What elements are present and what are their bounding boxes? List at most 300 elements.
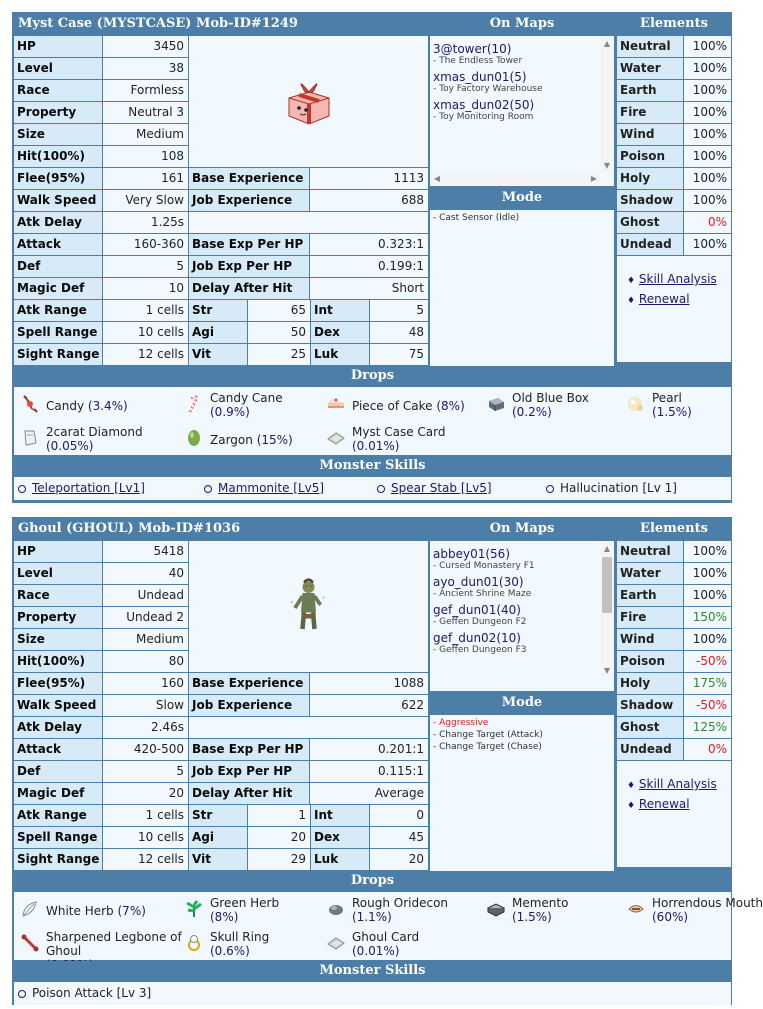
paren-open: ( xyxy=(509,98,515,112)
map-description: - Toy Monitoring Room xyxy=(433,112,534,122)
stat-label-atk-range: Atk Range xyxy=(14,805,102,826)
stat-value-race: Formless xyxy=(103,80,188,101)
stat-label-hp: HP xyxy=(14,541,102,562)
skill-mammonite-lv5[interactable] xyxy=(204,477,324,499)
map-link-xmas-dun02[interactable] xyxy=(433,98,598,112)
drop-item-zargon[interactable] xyxy=(184,425,324,455)
map-spawn-count: 10 xyxy=(501,631,517,645)
attr-label-vit: Vit xyxy=(189,849,247,870)
mode-item: - Change Target (Attack) xyxy=(433,730,543,740)
stat-label-base-exp-per-hp: Base Exp Per HP xyxy=(189,234,309,255)
stat-label-atk-range: Atk Range xyxy=(14,300,102,321)
drop-text xyxy=(512,896,568,924)
element-value-fire: 150% xyxy=(684,607,731,628)
skill-name[interactable]: Spear Stab [Lv5] xyxy=(391,481,492,495)
stat-label-magic-def: Magic Def xyxy=(14,278,102,299)
analysis-links-panel xyxy=(617,761,731,867)
paren-close: ) xyxy=(516,631,521,645)
stat-label-base-experience: Base Experience xyxy=(189,673,309,694)
white-herb-icon xyxy=(20,899,40,919)
drop-name[interactable]: White Herb xyxy=(46,904,114,918)
stat-label-spell-range: Spell Range xyxy=(14,322,102,343)
paren-close: ) xyxy=(506,42,512,56)
element-value-fire: 100% xyxy=(684,102,731,123)
skill-poison-attack-lv-3 xyxy=(18,982,151,1004)
scroll-left-arrow-icon[interactable]: ◀ xyxy=(433,174,441,183)
map-name[interactable]: 3@tower xyxy=(433,42,487,56)
drop-name[interactable]: 2carat Diamond xyxy=(46,425,143,439)
diamond-icon xyxy=(20,428,40,448)
skill-analysis-row[interactable] xyxy=(627,775,717,795)
blank-cell xyxy=(189,717,428,738)
stat-value-flee-95: 161 xyxy=(103,168,188,189)
attr-label-str: Str xyxy=(189,300,247,321)
diamond-bullet-icon: ♦ xyxy=(627,296,636,306)
stat-value-delay-after-hit: Short xyxy=(310,278,428,299)
circle-bullet-icon xyxy=(18,485,26,493)
element-label-fire: Fire xyxy=(617,102,683,123)
skull-ring-icon xyxy=(184,933,204,953)
map-description: - Cursed Monastery F1 xyxy=(433,561,535,571)
drop-item-candy[interactable] xyxy=(20,391,160,421)
stat-value-job-experience: 688 xyxy=(310,190,428,211)
drop-item-rough-oridecon[interactable] xyxy=(326,896,466,926)
map-entries xyxy=(433,39,598,123)
drops-panel xyxy=(14,892,763,960)
attr-label-int: Int xyxy=(311,300,369,321)
mouth-icon xyxy=(626,899,646,919)
stat-label-size: Size xyxy=(14,124,102,145)
attr-value-agi: 20 xyxy=(248,827,310,848)
map-name[interactable]: abbey01 xyxy=(433,547,486,561)
element-label-wind: Wind xyxy=(617,629,683,650)
attr-value-dex: 45 xyxy=(370,827,428,848)
monster-skills-header: Monster Skills xyxy=(14,961,731,981)
drop-name[interactable]: Horrendous Mouth xyxy=(652,896,763,910)
stat-label-level: Level xyxy=(14,563,102,584)
skill-spear-stab-lv5[interactable] xyxy=(377,477,492,499)
skill-analysis-link[interactable]: Skill Analysis xyxy=(638,777,717,791)
map-name[interactable]: gef_dun02 xyxy=(433,631,497,645)
stat-label-delay-after-hit: Delay After Hit xyxy=(189,783,309,804)
map-name[interactable]: ayo_dun01 xyxy=(433,575,499,589)
drop-name[interactable]: Myst Case Card xyxy=(352,425,446,439)
stat-label-level: Level xyxy=(14,58,102,79)
analysis-links xyxy=(627,270,717,310)
mode-aggressive: - Aggressive xyxy=(433,718,489,728)
scroll-down-arrow-icon[interactable]: ▼ xyxy=(603,666,611,675)
stat-value-job-exp-per-hp: 0.199:1 xyxy=(310,256,428,277)
drop-text xyxy=(652,896,763,924)
drop-item-skull-ring[interactable] xyxy=(184,930,324,960)
drop-chance: (1.5%) xyxy=(512,910,552,924)
attr-label-str: Str xyxy=(189,805,247,826)
attr-value-vit: 29 xyxy=(248,849,310,870)
drop-chance: (1.1%) xyxy=(352,910,392,924)
attr-value-vit: 25 xyxy=(248,344,310,365)
drop-chance: (8%) xyxy=(436,399,465,413)
blank-cell xyxy=(189,212,428,233)
stat-value-def: 5 xyxy=(103,761,188,782)
skill-analysis-row[interactable] xyxy=(627,270,717,290)
element-label-fire: Fire xyxy=(617,607,683,628)
stat-label-job-experience: Job Experience xyxy=(189,695,309,716)
stat-value-attack: 420-500 xyxy=(103,739,188,760)
stat-value-atk-range: 1 cells xyxy=(103,300,188,321)
stat-label-atk-delay: Atk Delay xyxy=(14,717,102,738)
map-description: - Geffen Dungeon F3 xyxy=(433,645,527,655)
drop-name[interactable]: Candy xyxy=(46,399,85,413)
mode-header: Mode xyxy=(430,693,614,713)
scroll-up-arrow-icon[interactable]: ▲ xyxy=(603,39,611,48)
drop-name[interactable]: Candy Cane xyxy=(210,391,283,405)
stat-value-base-experience: 1113 xyxy=(310,168,428,189)
stat-label-size: Size xyxy=(14,629,102,650)
map-description: - Geffen Dungeon F2 xyxy=(433,617,527,627)
map-name[interactable]: gef_dun01 xyxy=(433,603,497,617)
map-spawn-count: 5 xyxy=(514,70,522,84)
drop-chance: (0.01%) xyxy=(352,439,400,453)
card-icon xyxy=(326,933,346,953)
drop-chance: (0.01%) xyxy=(352,944,400,958)
mode-panel xyxy=(430,210,614,366)
map-link-gef-dun02[interactable] xyxy=(433,631,598,645)
memento-icon xyxy=(486,899,506,919)
stat-label-base-exp-per-hp: Base Exp Per HP xyxy=(189,739,309,760)
stat-label-sight-range: Sight Range xyxy=(14,344,102,365)
ghoul-zombie-sprite-icon xyxy=(286,565,331,648)
map-name[interactable]: xmas_dun01 xyxy=(433,70,510,84)
attr-label-luk: Luk xyxy=(311,849,369,870)
on-maps-header: On Maps xyxy=(430,13,614,35)
element-value-neutral: 100% xyxy=(684,36,731,57)
stat-value-atk-range: 1 cells xyxy=(103,805,188,826)
candy-cane-icon xyxy=(184,394,204,414)
element-value-earth: 100% xyxy=(684,80,731,101)
drops-header: Drops xyxy=(14,871,731,891)
element-label-water: Water xyxy=(617,58,683,79)
attr-label-agi: Agi xyxy=(189,827,247,848)
maps-vertical-scrollbar[interactable] xyxy=(601,543,613,677)
stat-value-job-exp-per-hp: 0.115:1 xyxy=(310,761,428,782)
element-label-wind: Wind xyxy=(617,124,683,145)
drop-item-green-herb[interactable] xyxy=(184,896,324,926)
attr-label-vit: Vit xyxy=(189,344,247,365)
skill-teleportation-lv1[interactable] xyxy=(18,477,145,499)
attr-value-agi: 50 xyxy=(248,322,310,343)
map-link-3-tower[interactable] xyxy=(433,42,598,56)
map-entries xyxy=(433,544,598,656)
drop-chance: (1.5%) xyxy=(652,405,692,419)
drop-text xyxy=(210,433,293,447)
attr-value-dex: 48 xyxy=(370,322,428,343)
drop-item-myst-case-card[interactable] xyxy=(326,425,466,455)
drop-item-horrendous-mouth[interactable] xyxy=(626,896,763,926)
stat-value-magic-def: 20 xyxy=(103,783,188,804)
stat-label-race: Race xyxy=(14,585,102,606)
analysis-links xyxy=(627,775,717,815)
element-value-shadow: 100% xyxy=(684,190,731,211)
stat-label-delay-after-hit: Delay After Hit xyxy=(189,278,309,299)
stat-label-attack: Attack xyxy=(14,234,102,255)
stat-label-sight-range: Sight Range xyxy=(14,849,102,870)
drop-name[interactable]: Skull Ring xyxy=(210,930,270,944)
paren-close: ) xyxy=(529,98,535,112)
mode-panel xyxy=(430,715,614,871)
drop-chance: (8%) xyxy=(210,910,239,924)
monster-skills-panel xyxy=(14,982,731,1005)
element-value-neutral: 100% xyxy=(684,541,731,562)
drop-text xyxy=(512,391,589,419)
legbone-icon xyxy=(20,933,40,953)
drop-text xyxy=(352,930,419,958)
mob-title: Ghoul (GHOUL) Mob-ID#1036 xyxy=(18,518,428,540)
attr-label-int: Int xyxy=(311,805,369,826)
stat-value-hit-100: 108 xyxy=(103,146,188,167)
monster-skills-header: Monster Skills xyxy=(14,456,731,476)
drop-chance: (0.9%) xyxy=(210,405,250,419)
circle-bullet-icon xyxy=(377,485,385,493)
element-label-poison: Poison xyxy=(617,146,683,167)
skill-hallucination-lv-1 xyxy=(546,477,677,499)
drop-text xyxy=(210,896,279,924)
drop-item-sharpened-legbone-of-ghoul[interactable] xyxy=(20,930,190,960)
paren-close: ) xyxy=(518,575,524,589)
stat-value-level: 40 xyxy=(103,563,188,584)
element-value-ghost: 125% xyxy=(684,717,731,738)
stat-value-atk-delay: 2.46s xyxy=(103,717,188,738)
stat-value-attack: 160-360 xyxy=(103,234,188,255)
drop-item-piece-of-cake[interactable] xyxy=(326,391,466,421)
map-link-ayo-dun01[interactable] xyxy=(433,575,598,589)
paren-open: ( xyxy=(498,575,504,589)
element-label-undead: Undead xyxy=(617,234,683,255)
stat-label-base-experience: Base Experience xyxy=(189,168,309,189)
drop-item-white-herb[interactable] xyxy=(20,896,160,926)
attr-label-luk: Luk xyxy=(311,344,369,365)
element-label-water: Water xyxy=(617,563,683,584)
drop-name[interactable]: Pearl xyxy=(652,391,682,405)
map-spawn-count: 10 xyxy=(491,42,507,56)
drop-text xyxy=(352,399,465,413)
stat-label-job-exp-per-hp: Job Exp Per HP xyxy=(189,761,309,782)
map-name[interactable]: xmas_dun02 xyxy=(433,98,510,112)
stat-label-flee-95: Flee(95%) xyxy=(14,168,102,189)
skill-name[interactable]: Teleportation [Lv1] xyxy=(32,481,145,495)
drop-chance: (0.2%) xyxy=(512,405,552,419)
mob-title: Myst Case (MYSTCASE) Mob-ID#1249 xyxy=(18,13,428,35)
stat-value-base-exp-per-hp: 0.201:1 xyxy=(310,739,428,760)
renewal-row[interactable] xyxy=(627,290,717,310)
map-link-xmas-dun01[interactable] xyxy=(433,70,598,84)
stat-value-def: 5 xyxy=(103,256,188,277)
drop-name[interactable]: Sharpened Legbone of Ghoul xyxy=(46,930,182,958)
drop-chance: (0.05%) xyxy=(46,439,94,453)
stat-label-magic-def: Magic Def xyxy=(14,783,102,804)
element-label-poison: Poison xyxy=(617,651,683,672)
drop-item-old-blue-box[interactable] xyxy=(486,391,626,421)
circle-bullet-icon xyxy=(204,485,212,493)
element-label-shadow: Shadow xyxy=(617,695,683,716)
paren-close: ) xyxy=(516,603,521,617)
element-label-earth: Earth xyxy=(617,585,683,606)
map-link-gef-dun01[interactable] xyxy=(433,603,598,617)
analysis-links-panel xyxy=(617,256,731,362)
map-spawn-count: 40 xyxy=(501,603,517,617)
attr-label-dex: Dex xyxy=(311,322,369,343)
scroll-right-arrow-icon[interactable]: ▶ xyxy=(590,174,598,183)
drop-name[interactable]: Zargon xyxy=(210,433,253,447)
drops-panel xyxy=(14,387,731,455)
drop-item-memento[interactable] xyxy=(486,896,626,926)
oridecon-icon xyxy=(326,899,346,919)
drop-item-ghoul-card[interactable] xyxy=(326,930,466,960)
card-icon xyxy=(326,428,346,448)
element-value-undead: 0% xyxy=(684,739,731,760)
drops-header: Drops xyxy=(14,366,731,386)
scroll-down-arrow-icon[interactable]: ▼ xyxy=(603,161,611,170)
element-label-neutral: Neutral xyxy=(617,36,683,57)
mode-item: - Change Target (Chase) xyxy=(433,742,542,752)
skill-analysis-link[interactable]: Skill Analysis xyxy=(638,272,717,286)
drop-name[interactable]: Piece of Cake xyxy=(352,399,433,413)
element-value-poison: 100% xyxy=(684,146,731,167)
element-value-water: 100% xyxy=(684,58,731,79)
element-value-shadow: -50% xyxy=(684,695,731,716)
map-link-abbey01[interactable] xyxy=(433,547,598,561)
stat-label-atk-delay: Atk Delay xyxy=(14,212,102,233)
on-maps-list xyxy=(430,36,614,186)
element-label-shadow: Shadow xyxy=(617,190,683,211)
drop-chance: (60%) xyxy=(652,910,689,924)
element-label-ghost: Ghost xyxy=(617,212,683,233)
stat-value-spell-range: 10 cells xyxy=(103,322,188,343)
stat-label-hit-100: Hit(100%) xyxy=(14,651,102,672)
maps-horizontal-scrollbar[interactable] xyxy=(431,173,600,185)
scroll-thumb[interactable] xyxy=(602,557,612,613)
drop-name[interactable]: Old Blue Box xyxy=(512,391,589,405)
elements-header: Elements xyxy=(617,518,731,540)
stat-label-attack: Attack xyxy=(14,739,102,760)
paren-open: ( xyxy=(486,42,492,56)
element-label-earth: Earth xyxy=(617,80,683,101)
drop-text xyxy=(352,425,445,453)
element-value-undead: 100% xyxy=(684,234,731,255)
element-label-holy: Holy xyxy=(617,673,683,694)
drop-chance: (7%) xyxy=(117,904,146,918)
drop-item-pearl[interactable] xyxy=(626,391,726,421)
renewal-link[interactable]: Renewal xyxy=(638,292,690,306)
zargon-icon xyxy=(184,428,204,448)
drop-text xyxy=(46,399,128,413)
paren-open: ( xyxy=(485,547,491,561)
map-description: - Toy Factory Warehouse xyxy=(433,84,543,94)
monster-image xyxy=(189,541,428,672)
attr-value-int: 5 xyxy=(370,300,428,321)
monster-image xyxy=(189,36,428,167)
elements-header: Elements xyxy=(617,13,731,35)
drop-name[interactable]: Memento xyxy=(512,896,569,910)
paren-close: ) xyxy=(521,70,527,84)
on-maps-list xyxy=(430,541,614,691)
mode-header: Mode xyxy=(430,188,614,208)
drop-name[interactable]: Green Herb xyxy=(210,896,280,910)
stat-label-property: Property xyxy=(14,102,102,123)
drop-item-2carat-diamond[interactable] xyxy=(20,425,190,455)
stat-value-size: Medium xyxy=(103,629,188,650)
stat-value-walk-speed: Slow xyxy=(103,695,188,716)
element-value-earth: 100% xyxy=(684,585,731,606)
element-value-holy: 100% xyxy=(684,168,731,189)
stat-label-def: Def xyxy=(14,761,102,782)
renewal-link[interactable]: Renewal xyxy=(638,797,690,811)
stat-value-spell-range: 10 cells xyxy=(103,827,188,848)
stat-value-base-exp-per-hp: 0.323:1 xyxy=(310,234,428,255)
attr-value-luk: 20 xyxy=(370,849,428,870)
stat-value-walk-speed: Very Slow xyxy=(103,190,188,211)
element-label-ghost: Ghost xyxy=(617,717,683,738)
stat-value-sight-range: 12 cells xyxy=(103,344,188,365)
attr-value-str: 1 xyxy=(248,805,310,826)
stat-label-walk-speed: Walk Speed xyxy=(14,695,102,716)
stat-value-size: Medium xyxy=(103,124,188,145)
drop-name[interactable]: Ghoul Card xyxy=(352,930,420,944)
drop-chance: (0.6%) xyxy=(210,944,250,958)
maps-vertical-scrollbar[interactable] xyxy=(601,38,613,172)
drop-text xyxy=(46,904,146,918)
stat-label-walk-speed: Walk Speed xyxy=(14,190,102,211)
mode-item: - Cast Sensor (Idle) xyxy=(433,213,520,223)
drop-item-candy-cane[interactable] xyxy=(184,391,324,421)
stat-value-sight-range: 12 cells xyxy=(103,849,188,870)
drop-text xyxy=(352,896,448,924)
element-value-wind: 100% xyxy=(684,124,731,145)
attr-value-int: 0 xyxy=(370,805,428,826)
element-label-neutral: Neutral xyxy=(617,541,683,562)
map-spawn-count: 50 xyxy=(514,98,530,112)
circle-bullet-icon xyxy=(18,990,26,998)
stat-value-hit-100: 80 xyxy=(103,651,188,672)
element-label-undead: Undead xyxy=(617,739,683,760)
stat-label-job-experience: Job Experience xyxy=(189,190,309,211)
drop-name[interactable]: Rough Oridecon xyxy=(352,896,449,910)
paren-open: ( xyxy=(496,631,502,645)
stat-label-spell-range: Spell Range xyxy=(14,827,102,848)
circle-bullet-icon xyxy=(546,485,554,493)
stat-value-base-experience: 1088 xyxy=(310,673,428,694)
element-value-holy: 175% xyxy=(684,673,731,694)
drop-text xyxy=(210,930,269,958)
monster-card-ghoul xyxy=(12,517,763,1005)
map-description: - Ancient Shrine Maze xyxy=(433,589,532,599)
scroll-up-arrow-icon[interactable]: ▲ xyxy=(603,544,611,553)
monster-card-myst-case xyxy=(12,12,732,503)
skill-name[interactable]: Mammonite [Lv5] xyxy=(218,481,325,495)
element-value-wind: 100% xyxy=(684,629,731,650)
stat-value-race: Undead xyxy=(103,585,188,606)
blue-box-icon xyxy=(486,394,506,414)
renewal-row[interactable] xyxy=(627,795,717,815)
monster-skills-panel xyxy=(14,477,731,500)
stat-value-flee-95: 160 xyxy=(103,673,188,694)
drop-text xyxy=(652,391,692,419)
map-spawn-count: 30 xyxy=(503,575,519,589)
stat-label-def: Def xyxy=(14,256,102,277)
attr-label-agi: Agi xyxy=(189,322,247,343)
element-label-holy: Holy xyxy=(617,168,683,189)
stat-value-job-experience: 622 xyxy=(310,695,428,716)
stat-value-hp: 5418 xyxy=(103,541,188,562)
